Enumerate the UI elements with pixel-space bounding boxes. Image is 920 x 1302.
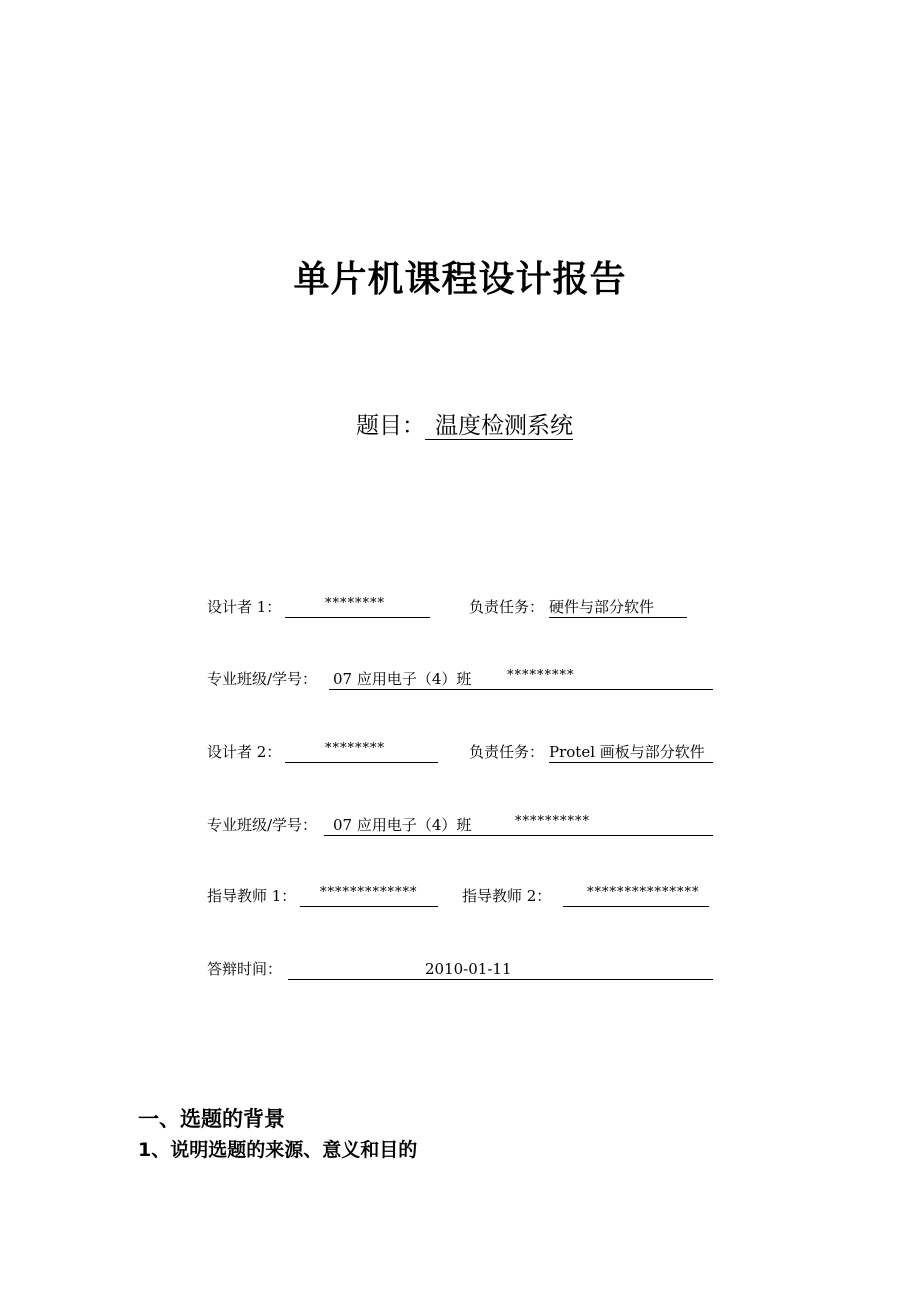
teacher1-field bbox=[300, 885, 438, 907]
defense-date: 2010-01-11 bbox=[425, 960, 512, 978]
designer2-task-label: 负责任务： bbox=[469, 743, 545, 761]
defense-field bbox=[288, 958, 713, 980]
designer1-id: ******** bbox=[325, 596, 385, 611]
teacher1-value: ************* bbox=[320, 885, 418, 900]
topic-label: 题目： bbox=[356, 413, 425, 439]
teacher2-label: 指导教师 2： bbox=[462, 887, 552, 905]
class1-class: 07 应用电子（4）班 bbox=[333, 670, 472, 688]
designer1-task-label: 负责任务： bbox=[469, 598, 545, 616]
report-title: 单片机课程设计报告 bbox=[293, 259, 627, 300]
designer2-field bbox=[285, 741, 438, 763]
defense-label: 答辩时间： bbox=[207, 960, 283, 978]
designer2-id: ******** bbox=[325, 741, 385, 756]
subsection-heading-source: 1、说明选题的来源、意义和目的 bbox=[138, 1139, 418, 1161]
teacher1-label: 指导教师 1： bbox=[207, 887, 297, 905]
designer1-task: 硬件与部分软件 bbox=[549, 598, 655, 616]
section-heading-background: 一、选题的背景 bbox=[138, 1107, 285, 1131]
designer2-task-field bbox=[549, 741, 713, 763]
designer2-task: Protel 画板与部分软件 bbox=[549, 743, 705, 761]
topic-value: 温度检测系统 bbox=[425, 413, 573, 440]
designer1-label: 设计者 1： bbox=[207, 598, 282, 616]
teacher2-field bbox=[563, 885, 709, 907]
teacher2-value: *************** bbox=[587, 885, 700, 900]
designer1-task-field bbox=[549, 596, 687, 618]
class1-student-no: ********* bbox=[507, 668, 575, 683]
class2-student-no: ********** bbox=[515, 814, 590, 829]
class1-label: 专业班级/学号： bbox=[207, 670, 318, 688]
designer1-field bbox=[285, 596, 430, 618]
class2-class: 07 应用电子（4）班 bbox=[333, 816, 472, 834]
class2-label: 专业班级/学号： bbox=[207, 816, 318, 834]
designer2-label: 设计者 2： bbox=[207, 743, 282, 761]
class1-field bbox=[329, 668, 713, 690]
topic-line bbox=[356, 408, 573, 444]
class2-field bbox=[324, 814, 713, 836]
